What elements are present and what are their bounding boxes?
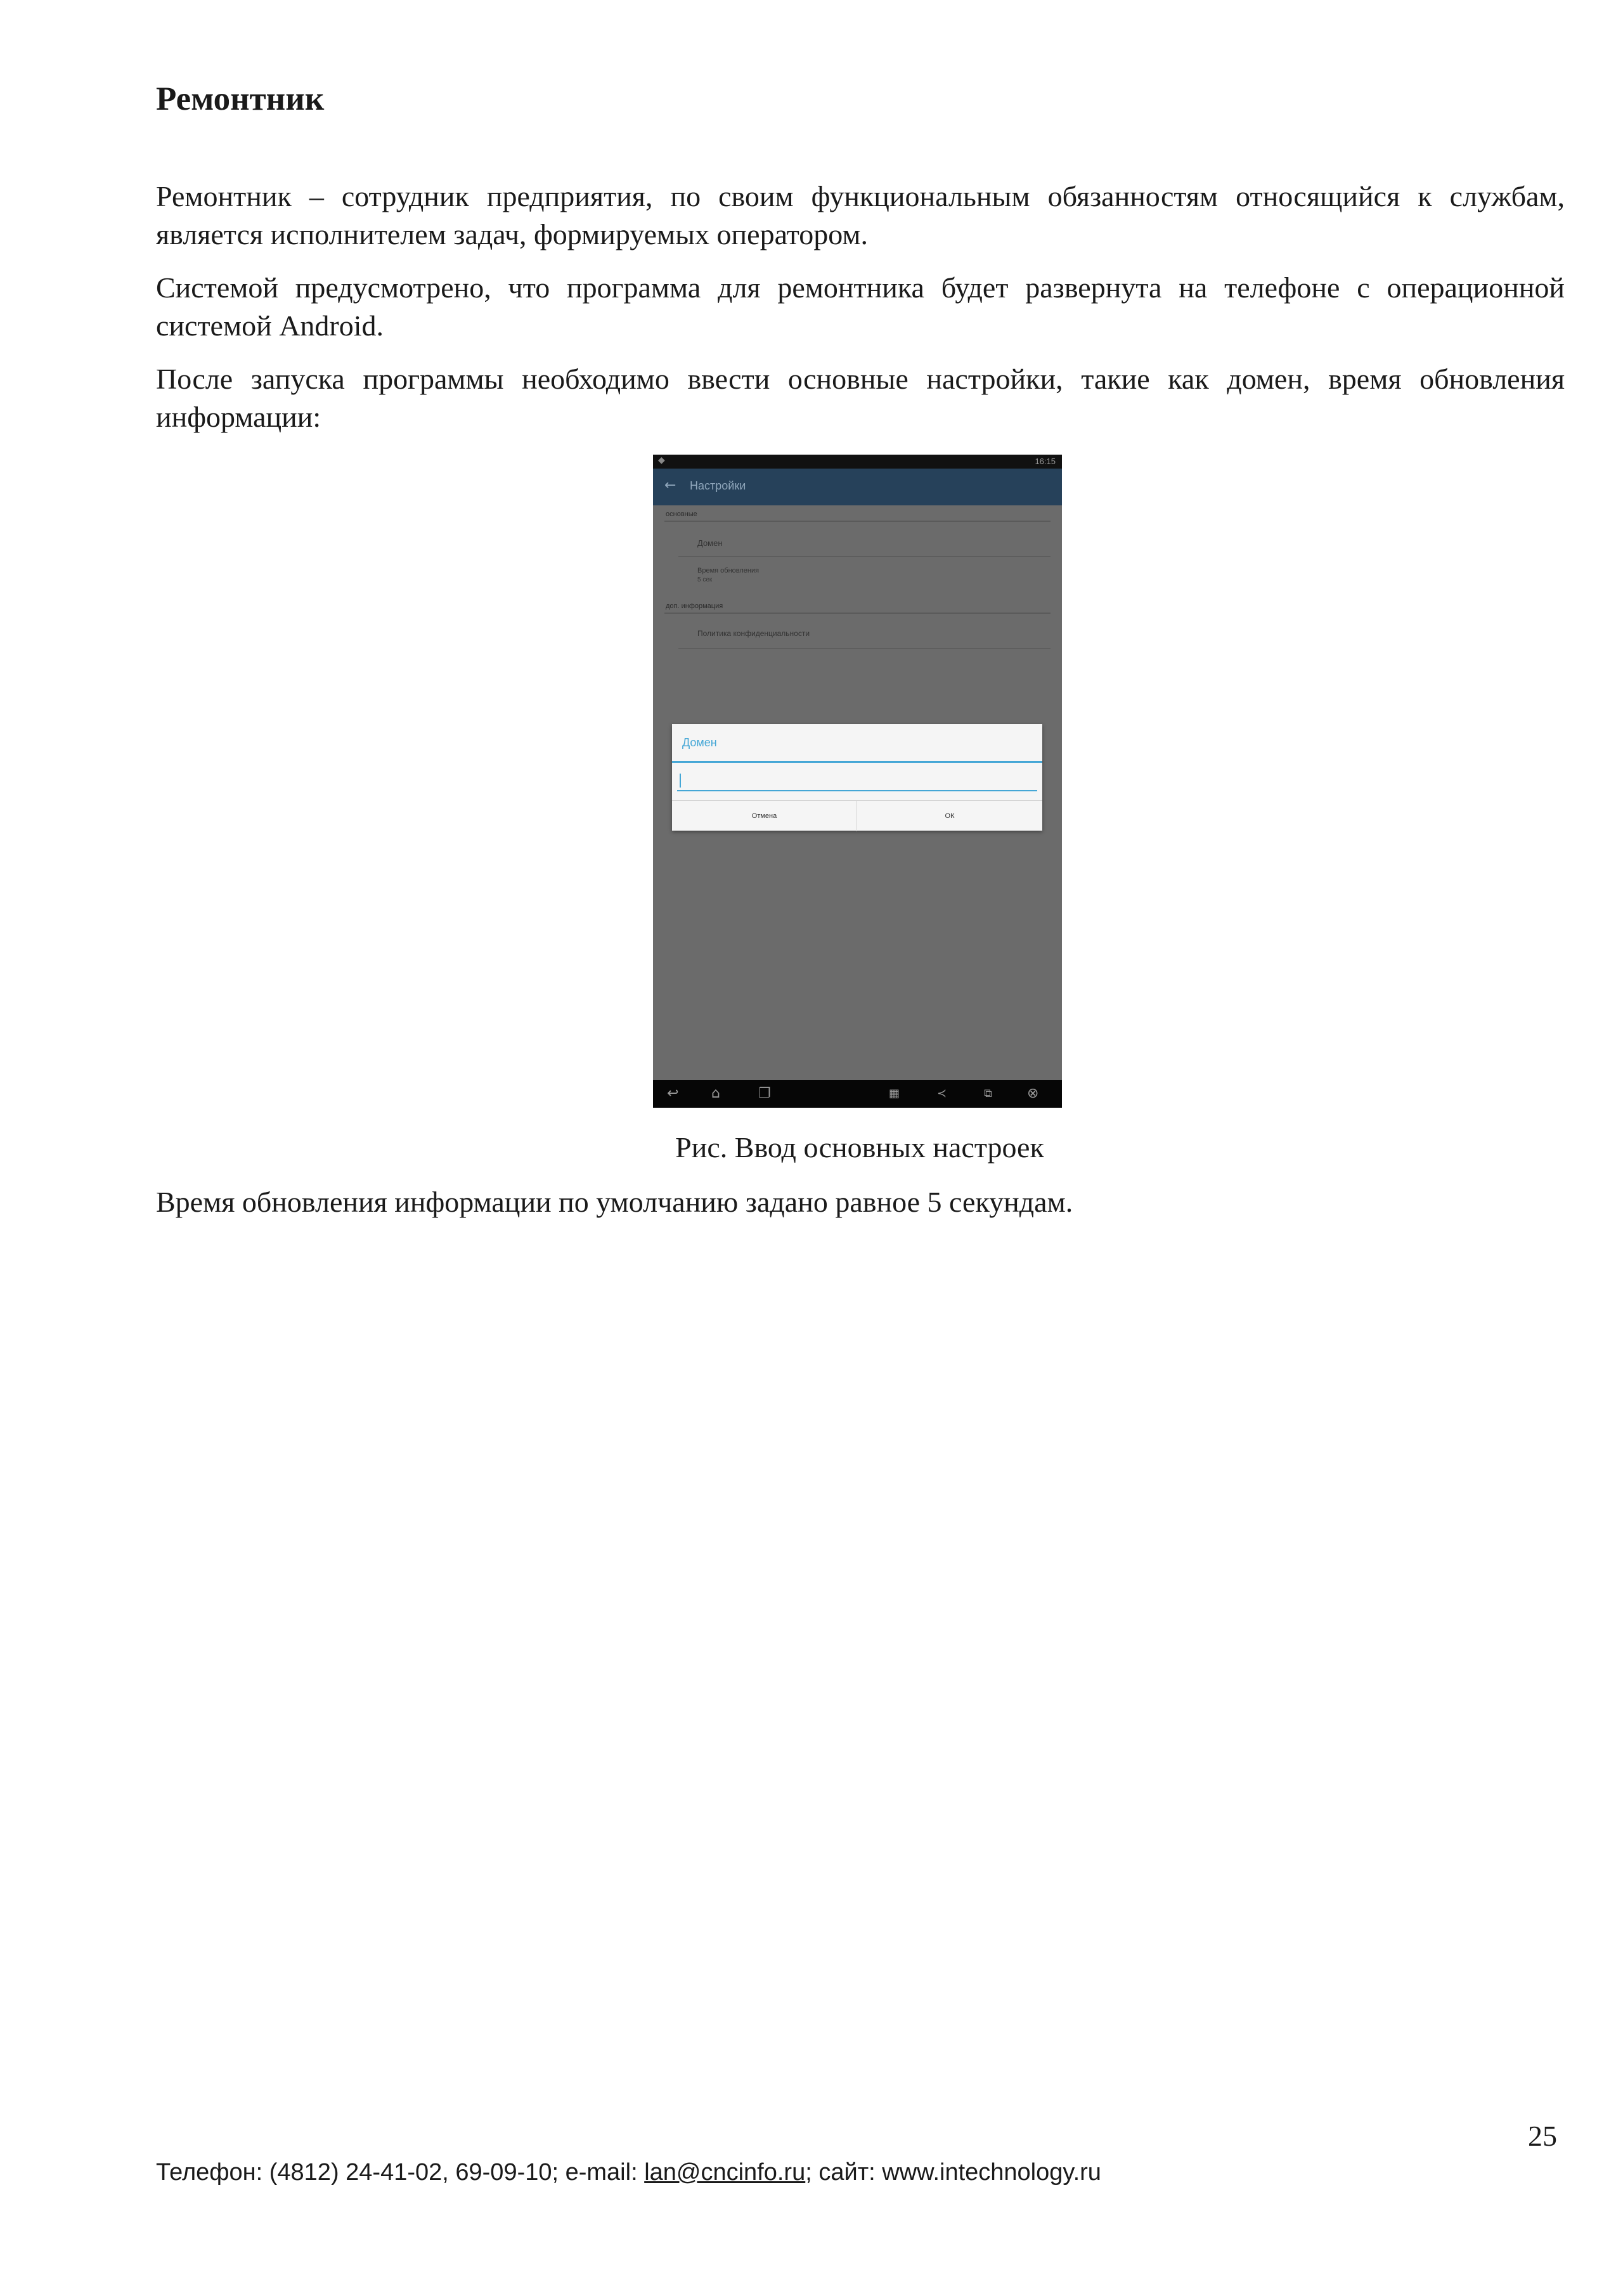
domain-dialog (672, 724, 1042, 831)
paragraph-update-time: Время обновления информации по умолчанию задано равное 5 секундам. (156, 1186, 1073, 1218)
status-bar (653, 455, 1062, 469)
footer-site: ; сайт: www.intechnology.ru (805, 2159, 1101, 2186)
page-number: 25 (1528, 2120, 1557, 2152)
paragraph-settings: После запуска программы необходимо ввести основные настройки, такие как домен, время обновления информации: (156, 363, 1565, 433)
dialog-title: Домен (682, 736, 717, 749)
footer-phone: Телефон: (4812) 24-41-02, 69-09-10; e-mail: (156, 2159, 645, 2186)
pref-item-privacy[interactable]: Политика конфиденциальности (697, 629, 810, 638)
figure-caption: Рис. Ввод основных настроек (675, 1131, 1044, 1164)
paragraph-android: Системой предусмотрено, что программа для ремонтника будет развернута на телефоне с операционной системой Android. (156, 271, 1565, 342)
pref-divider (678, 648, 1051, 649)
pref-item-domain[interactable]: Домен (697, 538, 723, 548)
pref-divider (664, 613, 1051, 614)
dialog-button-row (672, 800, 1042, 831)
close-icon[interactable]: ⊗ (1027, 1086, 1039, 1101)
pref-divider (664, 521, 1051, 522)
status-clock: 16:15 (1035, 457, 1056, 466)
back-icon[interactable]: ↩ (667, 1086, 679, 1101)
text-cursor (680, 774, 681, 788)
section-heading: Ремонтник (156, 81, 325, 117)
home-icon[interactable]: ⌂ (711, 1086, 720, 1101)
action-bar (653, 469, 1062, 505)
back-arrow-icon[interactable]: ← (664, 477, 676, 493)
wifi-icon: ◆ (658, 455, 665, 465)
screenshot-icon[interactable]: ⧉ (984, 1087, 992, 1100)
pref-category-extra: доп. информация (666, 602, 723, 610)
share-icon[interactable]: ≺ (937, 1087, 947, 1100)
domain-input[interactable] (677, 771, 1037, 791)
navigation-bar (653, 1080, 1062, 1108)
pref-item-update-time-value: 5 сек (697, 576, 713, 583)
pref-category-main: основные (666, 510, 697, 518)
footer-contacts (156, 2159, 1101, 2186)
paragraph-intro: Ремонтник – сотрудник предприятия, по своим функциональным обязанностям относящийся к службам, является исполнителем задач, формируемых оператором. (156, 180, 1565, 250)
pref-divider (678, 556, 1051, 557)
pref-item-update-time[interactable]: Время обновления (697, 567, 760, 574)
keyboard-icon[interactable]: ▦ (889, 1087, 900, 1100)
dialog-title-divider (672, 761, 1042, 763)
ok-button[interactable]: ОК (857, 801, 1042, 831)
cancel-button[interactable]: Отмена (672, 801, 857, 831)
action-bar-title: Настройки (690, 479, 746, 492)
footer-email-link[interactable]: lan@cncinfo.ru (644, 2159, 806, 2186)
phone-screenshot (653, 455, 1062, 1108)
recent-apps-icon[interactable]: ❐ (758, 1086, 771, 1101)
